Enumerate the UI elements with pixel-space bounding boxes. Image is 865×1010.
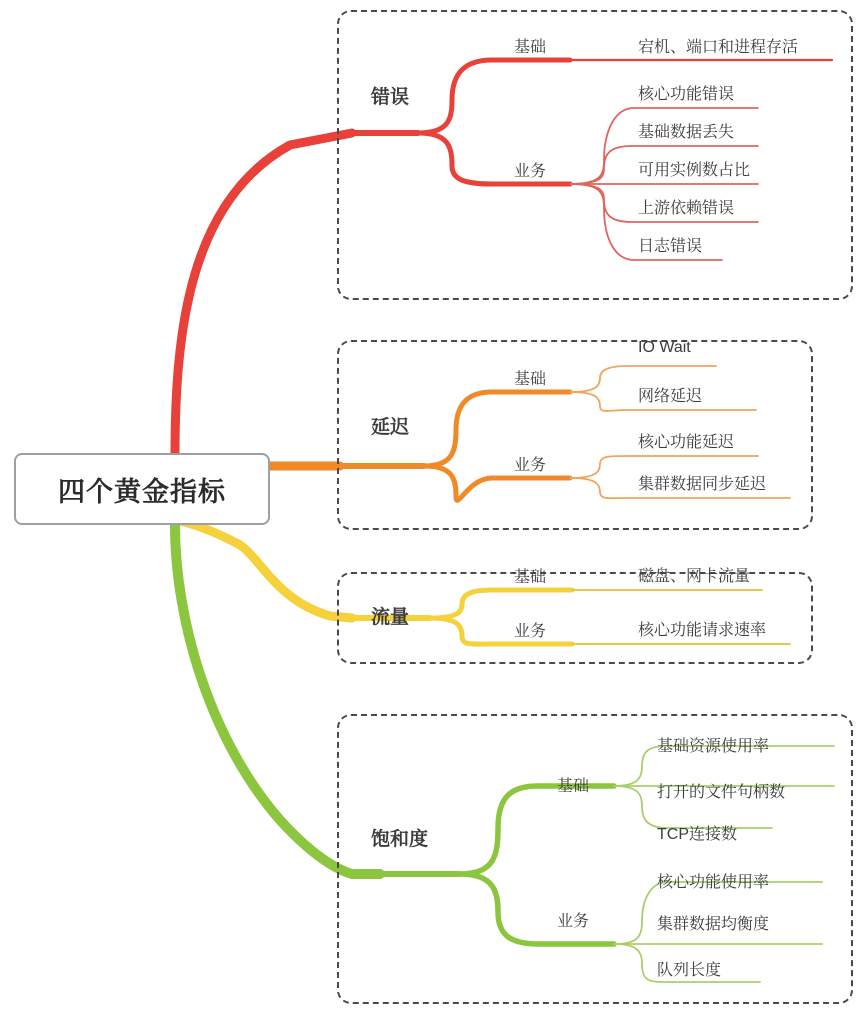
leaf-label-error-basic-1[interactable]: 宕机、端口和进程存活 <box>638 39 799 56</box>
category-label-traffic-basic[interactable]: 基础 <box>514 569 547 586</box>
leaf-label-latency-business-1[interactable]: 核心功能延迟 <box>638 434 735 451</box>
root-node[interactable] <box>14 453 270 525</box>
leaf-label-error-business-1[interactable]: 核心功能错误 <box>638 86 735 103</box>
leaf-label-saturation-business-1[interactable]: 核心功能使用率 <box>657 874 770 891</box>
category-label-error-basic[interactable]: 基础 <box>514 39 547 56</box>
category-label-saturation-basic[interactable]: 基础 <box>557 778 590 795</box>
leaf-label-latency-basic-1[interactable]: IO Wait <box>638 339 691 356</box>
leaf-label-latency-basic-2[interactable]: 网络延迟 <box>638 388 703 405</box>
category-label-latency-business[interactable]: 业务 <box>514 457 547 474</box>
leaf-label-saturation-basic-2[interactable]: 打开的文件句柄数 <box>657 784 786 801</box>
leaf-label-saturation-basic-3[interactable]: TCP连接数 <box>657 826 738 843</box>
leaf-label-traffic-basic-1[interactable]: 磁盘、网卡流量 <box>638 568 751 585</box>
leaf-label-error-business-4[interactable]: 上游依赖错误 <box>638 200 735 217</box>
leaf-label-latency-business-2[interactable]: 集群数据同步延迟 <box>638 476 767 493</box>
category-label-latency-basic[interactable]: 基础 <box>514 371 547 388</box>
leaf-label-traffic-business-1[interactable]: 核心功能请求速率 <box>638 622 767 639</box>
category-label-traffic-business[interactable]: 业务 <box>514 623 547 640</box>
group-box-saturation <box>337 714 853 1004</box>
leaf-label-error-business-5[interactable]: 日志错误 <box>638 238 703 255</box>
leaf-label-saturation-basic-1[interactable]: 基础资源使用率 <box>657 738 770 755</box>
branch-label-error[interactable]: 错误 <box>371 87 410 108</box>
leaf-label-error-business-2[interactable]: 基础数据丢失 <box>638 124 735 141</box>
leaf-label-saturation-business-2[interactable]: 集群数据均衡度 <box>657 916 770 933</box>
branch-label-latency[interactable]: 延迟 <box>371 417 410 438</box>
branch-label-traffic[interactable]: 流量 <box>371 607 410 628</box>
category-label-saturation-business[interactable]: 业务 <box>557 913 590 930</box>
root-node-label: 四个黄金指标 <box>58 476 226 507</box>
leaf-label-saturation-business-3[interactable]: 队列长度 <box>657 962 722 979</box>
branch-label-saturation[interactable]: 饱和度 <box>371 829 429 850</box>
leaf-label-error-business-3[interactable]: 可用实例数占比 <box>638 162 751 179</box>
category-label-error-business[interactable]: 业务 <box>514 163 547 180</box>
